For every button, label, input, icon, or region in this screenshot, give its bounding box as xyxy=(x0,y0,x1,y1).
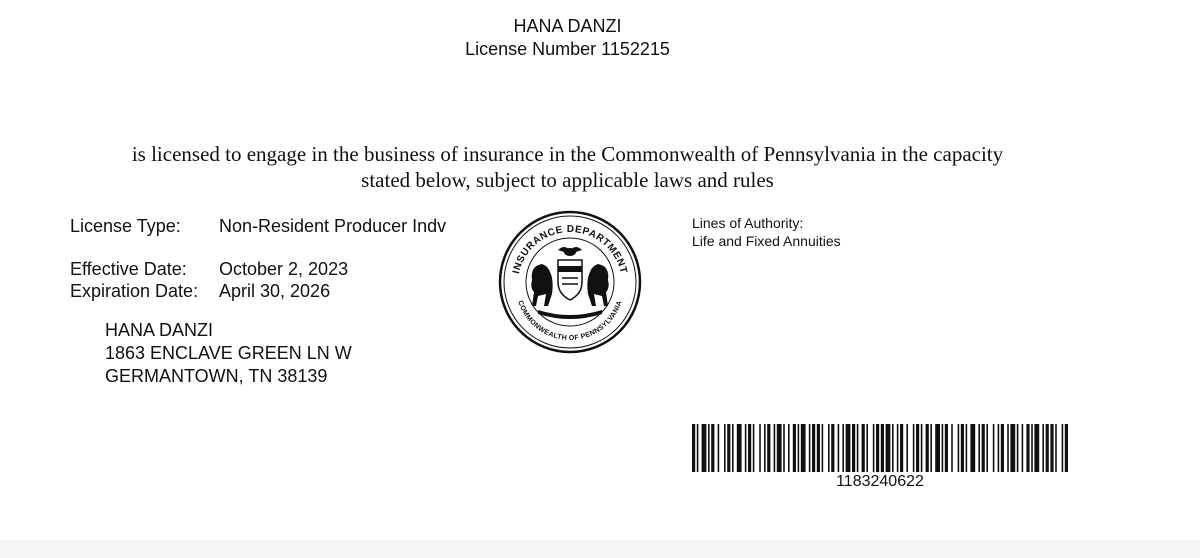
license-type-label: License Type: xyxy=(70,216,181,236)
license-type-value: Non-Resident Producer Indv xyxy=(219,216,447,236)
address-city-state-zip: GERMANTOWN, TN 38139 xyxy=(105,366,328,386)
lines-of-authority-value: Life and Fixed Annuities xyxy=(692,233,841,249)
barcode-icon xyxy=(690,424,1070,472)
pennsylvania-seal-icon xyxy=(498,210,642,354)
address-name: HANA DANZI xyxy=(105,320,214,340)
effective-date-label: Effective Date: xyxy=(70,259,187,279)
expiration-date-label: Expiration Date: xyxy=(70,281,199,301)
effective-date-value: October 2, 2023 xyxy=(219,259,349,279)
expiration-date-value: April 30, 2026 xyxy=(219,281,331,301)
lines-of-authority-label: Lines of Authority: xyxy=(692,215,804,231)
license-number: License Number 1152215 xyxy=(465,39,670,59)
address-street: 1863 ENCLAVE GREEN LN W xyxy=(105,343,352,363)
barcode-number: 1183240622 xyxy=(836,473,924,490)
seal-bottom-text: COMMONWEALTH OF PENNSYLVANIA xyxy=(516,299,624,343)
licensee-name-header: HANA DANZI xyxy=(513,16,622,36)
bottom-strip xyxy=(0,540,1200,558)
license-statement-line-1: is licensed to engage in the business of insurance in the Commonwealth of Pennsylvania in the capacity xyxy=(131,142,1004,166)
license-statement-line-2: stated below, subject to applicable laws and rules xyxy=(361,168,774,192)
seal-top-text: INSURANCE DEPARTMENT xyxy=(511,223,629,275)
